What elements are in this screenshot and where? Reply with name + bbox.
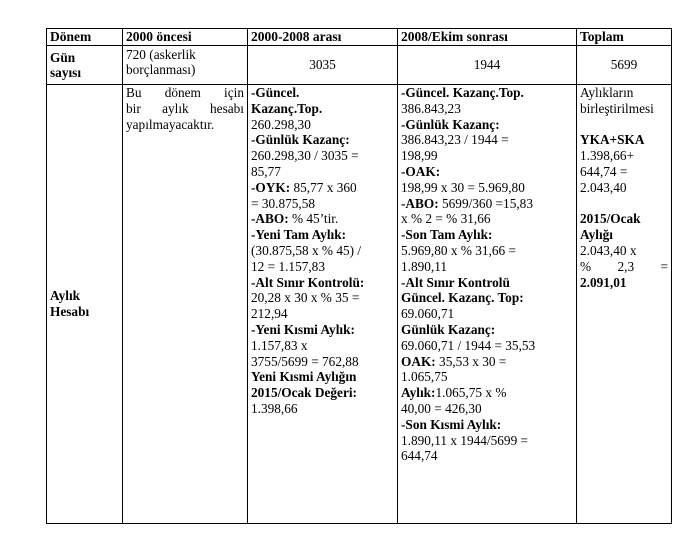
post2008-bold-part: Aylık: xyxy=(401,385,436,401)
total-line: 2015/Ocak xyxy=(580,211,641,227)
p2000-2008-line: -Güncel. xyxy=(251,85,300,100)
post2008-line: -Son Kısmi Aylık: xyxy=(401,416,502,432)
pension-calculation-table xyxy=(46,28,672,524)
header-2000-2008: 2000-2008 arası xyxy=(248,29,398,46)
post2008-line: 198,99 xyxy=(401,148,438,164)
gun-pre2000-cell xyxy=(123,46,248,85)
header-2008-sonrasi: 2008/Ekim sonrası xyxy=(398,29,577,46)
post2008-line: 69.060,71 xyxy=(401,306,455,322)
post2008-line xyxy=(401,196,573,212)
post2008-text-part: 1.065,75 x % xyxy=(435,385,507,401)
post2008-text-part: 35,53 x 30 = xyxy=(435,353,507,369)
total-line xyxy=(580,259,668,275)
post2008-line: 1.890,11 xyxy=(401,258,448,274)
header-2000-oncesi: 2000 öncesi xyxy=(123,29,248,46)
post2008-line: -Güncel. Kazanç.Top. xyxy=(401,85,524,100)
p2000-2008-line: 1.157,83 x xyxy=(251,337,308,353)
post2008-line xyxy=(401,385,573,401)
p2000-2008-line xyxy=(251,180,394,196)
p2000-2008-line: Yeni Kısmi Aylığın xyxy=(251,369,357,385)
total-part: 2,3 xyxy=(617,258,635,274)
p2000-2008-line: 260.298,30 xyxy=(251,116,311,132)
aylik-label-line2: Hesabı xyxy=(50,304,90,319)
post2008-text-part: 5699/360 =15,83 xyxy=(438,195,533,211)
post2008-line: 386.843,23 / 1944 = xyxy=(401,132,509,148)
p2000-2008-line xyxy=(251,211,394,227)
p2000-2008-line: Kazanç.Top. xyxy=(251,100,323,116)
aylik-total-cell xyxy=(577,85,672,524)
header-row xyxy=(47,29,672,46)
p2000-2008-bold-part: -OYK: xyxy=(251,179,291,195)
post2008-line: Güncel. Kazanç. Top: xyxy=(401,290,524,306)
p2000-2008-line: -Yeni Kısmi Aylık: xyxy=(251,321,355,337)
post2008-line: 386.843,23 xyxy=(401,100,461,116)
aylik-hesabi-label xyxy=(47,85,123,524)
gun-sayisi-label xyxy=(47,46,123,85)
total-line: Aylığı xyxy=(580,227,613,243)
total-part: = xyxy=(660,258,668,274)
gun-sayisi-row xyxy=(47,46,672,85)
p2000-2008-line: = 30.875,58 xyxy=(251,195,316,211)
total-part: % xyxy=(580,258,592,274)
p2000-2008-line: -Günlük Kazanç: xyxy=(251,132,350,148)
total-line: YKA+SKA xyxy=(580,132,645,148)
post2008-line: 644,74 xyxy=(401,448,438,464)
pre2000-line: bir aylık hesabı xyxy=(126,100,244,116)
post2008-line: x % 2 = % 31,66 xyxy=(401,211,491,227)
post2008-line: 1.890,11 x 1944/5699 = xyxy=(401,432,529,448)
total-line: 2.043,40 x xyxy=(580,242,637,258)
p2000-2008-line: 3755/5699 = 762,88 xyxy=(251,353,359,369)
total-line: 644,74 = xyxy=(580,163,628,179)
aylik-hesabi-row xyxy=(47,85,672,524)
pre2000-line: Bu dönem için xyxy=(126,85,244,100)
post2008-line: 5.969,80 x % 31,66 = xyxy=(401,242,516,258)
aylik-post2008-cell xyxy=(398,85,577,524)
post2008-line: -Son Tam Aylık: xyxy=(401,227,493,243)
aylik-label-line1: Aylık xyxy=(50,288,81,304)
post2008-line: 40,00 = 426,30 xyxy=(401,400,482,416)
gun-label-line1: Gün xyxy=(50,50,76,65)
total-line: birleştirilmesi xyxy=(580,100,654,116)
post2008-line: -Günlük Kazanç: xyxy=(401,116,500,132)
post2008-line: -OAK: xyxy=(401,163,441,179)
p2000-2008-line: 260.298,30 / 3035 = xyxy=(251,148,359,164)
post2008-line: -Alt Sınır Kontrolü xyxy=(401,274,510,290)
post2008-bold-part: -ABO: xyxy=(401,195,439,211)
p2000-2008-line: -Alt Sınır Kontrolü: xyxy=(251,274,365,290)
gun-label-line2: sayısı xyxy=(50,65,82,80)
header-toplam: Toplam xyxy=(577,29,672,46)
total-line xyxy=(580,117,668,133)
p2000-2008-line: 12 = 1.157,83 xyxy=(251,258,325,274)
gun-2000-2008-cell: 3035 xyxy=(248,46,398,85)
total-line: 1.398,66+ xyxy=(580,148,635,164)
aylik-pre2000-cell xyxy=(123,85,248,524)
post2008-line: 198,99 x 30 = 5.969,80 xyxy=(401,179,525,195)
gun-pre2000-line1: 720 (askerlik xyxy=(126,47,196,62)
header-donem: Dönem xyxy=(47,29,123,46)
aylik-2000-2008-cell xyxy=(248,85,398,524)
post2008-line xyxy=(401,354,573,370)
total-line xyxy=(580,196,668,212)
p2000-2008-line: 1.398,66 xyxy=(251,400,298,416)
post2008-line: 1.065,75 xyxy=(401,369,448,385)
post2008-bold-part: OAK: xyxy=(401,353,436,369)
gun-post2008-cell: 1944 xyxy=(398,46,577,85)
p2000-2008-text-part: 85,77 x 360 xyxy=(290,179,357,195)
p2000-2008-bold-part: -ABO: xyxy=(251,211,289,227)
p2000-2008-line: 212,94 xyxy=(251,306,288,322)
post2008-line: Günlük Kazanç: xyxy=(401,321,496,337)
gun-total-cell: 5699 xyxy=(577,46,672,85)
gun-pre2000-line2: borçlanması) xyxy=(126,62,196,77)
total-line: Aylıkların xyxy=(580,85,634,100)
p2000-2008-line: (30.875,58 x % 45) / xyxy=(251,242,362,258)
p2000-2008-line: 2015/Ocak Değeri: xyxy=(251,385,357,401)
total-line: 2.043,40 xyxy=(580,179,627,195)
p2000-2008-line: 85,77 xyxy=(251,163,281,179)
p2000-2008-line: 20,28 x 30 x % 35 = xyxy=(251,290,360,306)
total-line: 2.091,01 xyxy=(580,274,627,290)
p2000-2008-line: -Yeni Tam Aylık: xyxy=(251,227,347,243)
pre2000-line: yapılmayacaktır. xyxy=(126,116,215,132)
p2000-2008-text-part: % 45’tir. xyxy=(288,211,339,227)
post2008-line: 69.060,71 / 1944 = 35,53 xyxy=(401,337,536,353)
